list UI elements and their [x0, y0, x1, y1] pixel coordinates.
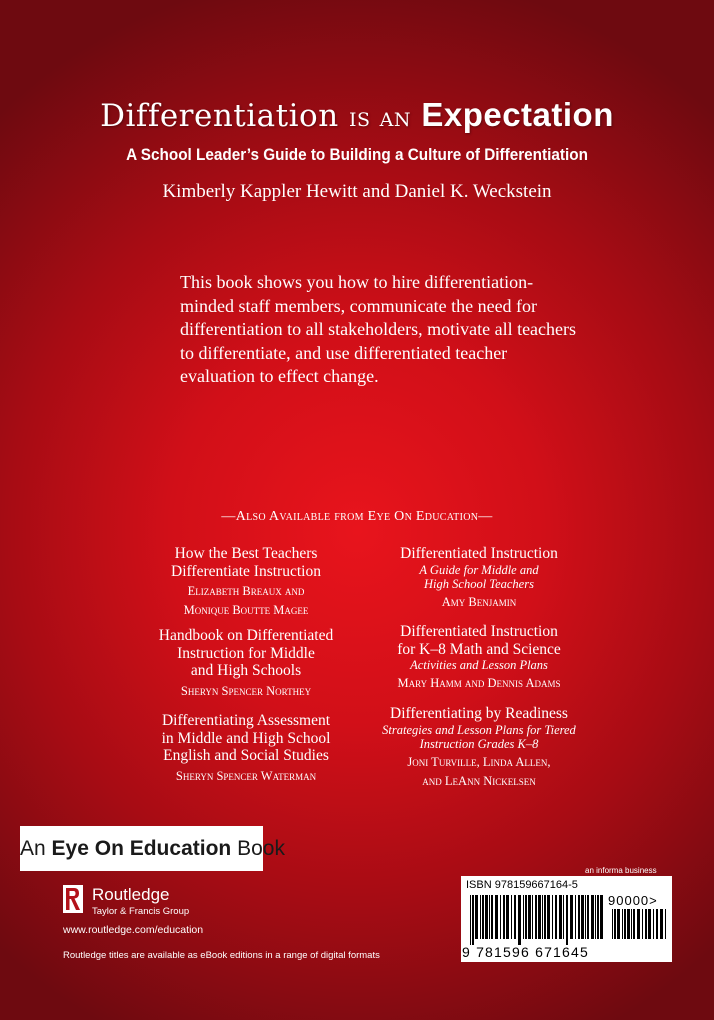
book-authors: Kimberly Kappler Hewitt and Daniel K. Weckstein: [162, 181, 552, 202]
book-title: and High Schools: [190, 662, 302, 679]
barcode-bar: [612, 909, 613, 939]
informa-note: an informa business: [585, 866, 657, 875]
barcode-bar: [500, 895, 501, 939]
barcode-bar: [503, 895, 505, 939]
book-title: [0, 96, 714, 134]
eoe-suffix: Book: [237, 837, 285, 860]
barcode-bar: [600, 895, 603, 939]
barcode-digits: 9 781596 671645: [462, 944, 589, 960]
barcode-bar: [547, 895, 550, 939]
barcode-bar: [587, 895, 589, 939]
routledge-subtitle: Taylor & Francis Group: [92, 906, 190, 917]
title-part-3: Expectation: [421, 96, 614, 133]
title-part-1: Differentiation: [100, 98, 339, 134]
barcode-bar: [622, 909, 623, 939]
barcode-bar: [555, 895, 557, 939]
barcode-bar: [627, 909, 630, 939]
barcode-bars: [470, 895, 605, 945]
barcode-bar: [585, 895, 586, 939]
barcode-addon-number: 90000>: [608, 893, 658, 908]
book-subtitle: Instruction Grades K–8: [419, 736, 539, 751]
barcode-bar: [514, 895, 516, 939]
barcode-bar: [581, 895, 584, 939]
barcode-bar: [528, 895, 531, 939]
barcode-bar: [472, 895, 474, 945]
barcode-bar: [614, 909, 616, 939]
book-author: and LeAnn Nickelsen: [422, 773, 536, 788]
barcode-bar: [523, 895, 524, 939]
barcode-bar: [495, 895, 498, 939]
barcode-bar: [506, 895, 509, 939]
barcode-bar: [656, 909, 658, 939]
barcode-bar: [578, 895, 580, 939]
barcode-bar: [631, 909, 632, 939]
barcode-bar: [645, 909, 647, 939]
routledge-logo-icon: [63, 885, 83, 913]
barcode-bar: [648, 909, 651, 939]
book-title: How the Best Teachers: [174, 545, 318, 562]
eye-on-education-banner: [20, 826, 285, 871]
book-title: for K–8 Math and Science: [397, 640, 561, 658]
eoe-name: Eye On Education: [51, 837, 232, 860]
book-title: Differentiating Assessment: [161, 712, 331, 729]
barcode-bar: [552, 895, 553, 939]
barcode-bar: [544, 895, 546, 939]
routledge-name: Routledge: [92, 885, 170, 904]
ebook-note: Routledge titles are available as eBook editions in a range of digital formats: [63, 950, 380, 961]
barcode-bar: [595, 895, 596, 939]
barcode-bar: [617, 909, 620, 939]
book-blurb: This book shows you how to hire differentiation-minded staff members, communicate the need for differentiation to all stakeholders, motivate all teachers to differentiate, and use differentiated teacher evaluation to effect change.: [180, 272, 577, 386]
publisher-url: www.routledge.com/education: [63, 924, 204, 936]
isbn-label: ISBN 978159667164-5: [466, 879, 578, 891]
barcode-bar: [642, 909, 643, 939]
barcode-bar: [597, 895, 599, 939]
barcode-bar: [570, 895, 573, 939]
eoe-prefix: An: [20, 837, 46, 860]
book-author: Joni Turville, Linda Allen,: [407, 754, 551, 769]
book-author: Elizabeth Breaux and: [187, 584, 305, 598]
barcode-bar: [591, 895, 594, 939]
barcode-bar: [542, 895, 543, 939]
book-entry: [329, 705, 629, 789]
barcode-bar: [489, 895, 490, 939]
also-available-heading: —Also Available from Eye On Education—: [221, 509, 493, 524]
book-subtitle: A Guide for Middle and: [419, 562, 539, 577]
barcode-bar: [538, 895, 541, 939]
barcode-bar: [482, 895, 484, 939]
book-subtitle: Strategies and Lesson Plans for Tiered: [382, 722, 576, 737]
book-title: Differentiated Instruction: [400, 545, 558, 562]
barcode-bar: [511, 895, 512, 939]
barcode-bar: [475, 895, 478, 939]
book-entry: [329, 623, 629, 691]
book-author: Mary Hamm and Dennis Adams: [397, 676, 561, 690]
book-title: Differentiated Instruction: [400, 623, 558, 640]
book-entry: [329, 545, 629, 610]
book-author: Monique Boutte Magee: [183, 603, 309, 617]
book-author: Amy Benjamin: [441, 594, 517, 609]
barcode-bar: [480, 895, 481, 939]
barcode-bar: [518, 895, 521, 945]
barcode-bar: [660, 909, 663, 939]
barcode-bar: [653, 909, 654, 939]
book-title: English and Social Studies: [163, 747, 329, 764]
barcode-bar: [491, 895, 493, 939]
book-author: Sheryn Spencer Northey: [180, 683, 312, 698]
book-title: Differentiating by Readiness: [390, 705, 568, 722]
book-title: Instruction for Middle: [177, 644, 315, 662]
book-author: Sheryn Spencer Waterman: [175, 768, 317, 783]
barcode-bar: [566, 895, 568, 945]
barcode-bar: [563, 895, 564, 939]
barcode-bar: [485, 895, 488, 939]
barcode-bar: [637, 909, 640, 939]
barcode-bar: [575, 895, 576, 939]
book-title: Differentiate Instruction: [171, 562, 321, 580]
book-title: Handbook on Differentiated: [158, 627, 334, 644]
book-subtitle: Activities and Lesson Plans: [410, 658, 548, 672]
barcode-bar: [559, 895, 562, 939]
barcode-bar: [633, 909, 635, 939]
barcode-addon-bars: [612, 909, 668, 945]
barcode-bar: [470, 895, 471, 945]
barcode-bar: [525, 895, 527, 939]
title-part-2: is an: [349, 102, 411, 133]
barcode-bar: [624, 909, 626, 939]
barcode-bar: [535, 895, 537, 939]
book-subtitle: A School Leader’s Guide to Building a Culture of Differentiation: [126, 145, 588, 164]
book-subtitle: High School Teachers: [424, 576, 534, 591]
barcode-bar: [532, 895, 533, 939]
barcode-bar: [665, 909, 666, 939]
book-title: in Middle and High School: [161, 729, 331, 747]
